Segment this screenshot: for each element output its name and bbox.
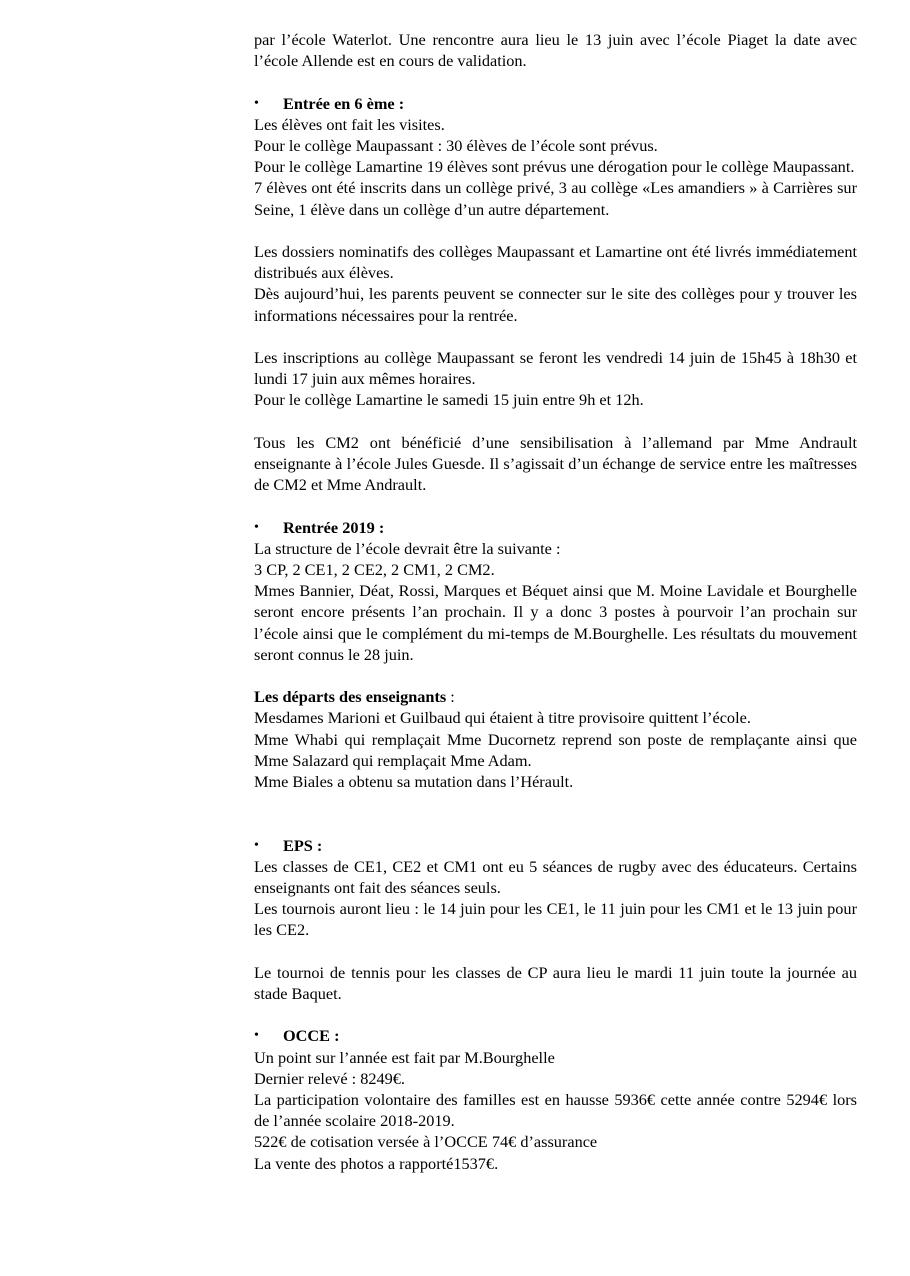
paragraph: Mme Biales a obtenu sa mutation dans l’Hérault. bbox=[254, 772, 574, 792]
paragraph: Les dossiers nominatifs des collèges Maupassant et Lamartine ont été livrés immédiatement distribués aux élèves. bbox=[254, 242, 857, 283]
paragraph: Un point sur l’année est fait par M.Bourghelle bbox=[254, 1047, 555, 1067]
paragraph: Mmes Bannier, Déat, Rossi, Marques et Béquet ainsi que M. Moine Lavidale et Bourghelle seront encore présents l’an prochain. Il y a donc 3 postes à pourvoir l’an prochain sur l’école ainsi que le complément du mi-temps de M.Bourghelle. Les résultats du mouvement seront connus le 28 juin. bbox=[254, 581, 857, 664]
section-heading-eps bbox=[254, 835, 857, 856]
paragraph: La structure de l’école devrait être la suivante : bbox=[254, 538, 561, 558]
paragraph: Tous les CM2 ont bénéficié d’une sensibilisation à l’allemand par Mme Andrault enseignante à l’école Jules Guesde. Il s’agissait d’un échange de service entre les maîtresses de CM2 et Mme Andrault. bbox=[254, 432, 857, 495]
spacer bbox=[254, 665, 857, 686]
spacer bbox=[254, 792, 857, 834]
paragraph: Les élèves ont fait les visites. bbox=[254, 114, 445, 134]
paragraph: La vente des photos a rapporté1537€. bbox=[254, 1153, 499, 1173]
bullet-icon: • bbox=[254, 95, 259, 111]
section-heading-occe bbox=[254, 1025, 857, 1046]
paragraph: Mesdames Marioni et Guilbaud qui étaient à titre provisoire quittent l’école. bbox=[254, 708, 751, 728]
paragraph: La participation volontaire des familles est en hausse 5936€ cette année contre 5294€ lors de l’année scolaire 2018-2019. bbox=[254, 1090, 857, 1131]
spacer bbox=[254, 71, 857, 92]
spacer bbox=[254, 1004, 857, 1025]
spacer bbox=[254, 326, 857, 347]
section-heading-text: Entrée en 6 ème : bbox=[283, 93, 405, 113]
paragraph: 3 CP, 2 CE1, 2 CE2, 2 CM1, 2 CM2. bbox=[254, 560, 495, 579]
bullet-icon: • bbox=[254, 837, 259, 853]
paragraph: Pour le collège Lamartine 19 élèves sont prévus une dérogation pour le collège Maupassant. bbox=[254, 157, 855, 177]
section-heading-text: EPS : bbox=[283, 835, 323, 855]
paragraph: 7 élèves ont été inscrits dans un collège privé, 3 au collège «Les amandiers » à Carrières sur Seine, 1 élève dans un collège d’un autre département. bbox=[254, 178, 857, 219]
intro-paragraph: par l’école Waterlot. Une rencontre aura lieu le 13 juin avec l’école Piaget la date avec l’école Allende est en cours de validation. bbox=[254, 30, 857, 71]
paragraph: Pour le collège Maupassant : 30 élèves de l’école sont prévus. bbox=[254, 136, 658, 155]
paragraph: 522€ de cotisation versée à l’OCCE 74€ d’assurance bbox=[254, 1132, 598, 1152]
section-heading-sixieme bbox=[254, 93, 857, 114]
spacer bbox=[254, 495, 857, 516]
paragraph: Mme Whabi qui remplaçait Mme Ducornetz reprend son poste de remplaçante ainsi que Mme Salazard qui remplaçait Mme Adam. bbox=[254, 729, 857, 770]
spacer bbox=[254, 411, 857, 432]
paragraph: Pour le collège Lamartine le samedi 15 juin entre 9h et 12h. bbox=[254, 390, 644, 410]
spacer bbox=[254, 941, 857, 962]
bullet-icon: • bbox=[254, 1028, 259, 1044]
paragraph: Dernier relevé : 8249€. bbox=[254, 1068, 405, 1088]
spacer bbox=[254, 220, 857, 241]
paragraph: Les classes de CE1, CE2 et CM1 ont eu 5 séances de rugby avec des éducateurs. Certains enseignants ont fait des séances seuls. bbox=[254, 856, 857, 898]
section-heading-rentree bbox=[254, 517, 857, 538]
paragraph: Les tournois auront lieu : le 14 juin pour les CE1, le 11 juin pour les CM1 et le 13 juin pour les CE2. bbox=[254, 899, 857, 940]
paragraph: Les inscriptions au collège Maupassant se feront les vendredi 14 juin de 15h45 à 18h30 et lundi 17 juin aux mêmes horaires. bbox=[254, 348, 857, 389]
section-heading-text: OCCE : bbox=[283, 1026, 340, 1046]
subheading-departs bbox=[254, 686, 857, 707]
section-heading-text: Rentrée 2019 : bbox=[283, 517, 385, 537]
bullet-icon: • bbox=[254, 519, 259, 535]
document-page bbox=[254, 29, 857, 1174]
paragraph: Le tournoi de tennis pour les classes de CP aura lieu le mardi 11 juin toute la journée au stade Baquet. bbox=[254, 962, 857, 1004]
paragraph: Dès aujourd’hui, les parents peuvent se connecter sur le site des collèges pour y trouver les informations nécessaires pour la rentrée. bbox=[254, 284, 857, 325]
subheading-departs-suffix: : bbox=[446, 687, 455, 707]
subheading-departs-text: Les départs des enseignants bbox=[254, 687, 447, 707]
